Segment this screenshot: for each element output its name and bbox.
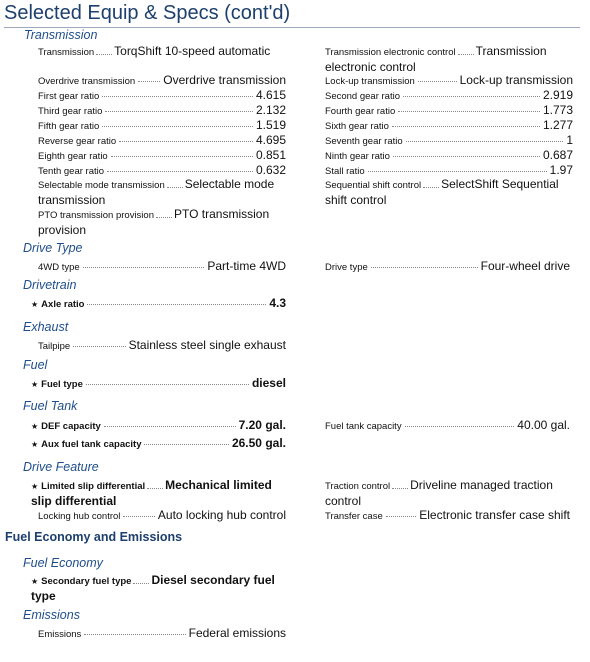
spec-label: Second gear ratio xyxy=(325,91,400,102)
spec-def-capacity xyxy=(31,418,286,432)
section-heading-transmission: Transmission xyxy=(24,28,98,42)
spec-value: Selectable mode transmission xyxy=(38,177,275,207)
spec-label: PTO transmission provision xyxy=(38,210,154,221)
spec-secondary-fuel-type xyxy=(31,573,289,603)
spec-label: Lock-up transmission xyxy=(325,76,415,87)
spec-label: Emissions xyxy=(38,629,82,640)
spec-gear-ratio xyxy=(38,163,286,177)
spec-value: Diesel secondary fuel type xyxy=(31,573,275,603)
spec-label: Selectable mode transmission xyxy=(38,180,165,191)
spec-value: Part-time 4WD xyxy=(207,259,286,273)
spec-label: Limited slip differential xyxy=(41,481,146,492)
spec-value: 0.851 xyxy=(255,148,286,162)
spec-gear-ratio xyxy=(325,103,573,117)
spec-value: TorqShift 10-speed automatic xyxy=(114,44,271,58)
spec-label: Ninth gear ratio xyxy=(325,151,390,162)
spec-gear-ratio xyxy=(38,148,286,162)
star-icon: ★ xyxy=(31,300,39,309)
spec-gear-ratio xyxy=(325,88,573,102)
spec-fuel-tank-capacity xyxy=(325,418,570,432)
spec-gear-ratio xyxy=(38,133,286,147)
section-heading-exhaust: Exhaust xyxy=(23,320,69,334)
spec-value: Overdrive transmission xyxy=(163,73,286,87)
spec-value: Four-wheel drive xyxy=(480,259,570,273)
spec-sequential-shift xyxy=(325,177,575,207)
star-icon: ★ xyxy=(31,422,39,431)
spec-value: SelectShift Sequential shift control xyxy=(325,177,559,207)
spec-value: Transmission electronic control xyxy=(325,44,547,74)
spec-label: Axle ratio xyxy=(41,299,85,310)
spec-aux-fuel-tank xyxy=(31,436,286,450)
spec-value: 1 xyxy=(566,133,573,147)
spec-value: 1.519 xyxy=(255,118,286,132)
spec-value: 1.97 xyxy=(549,163,573,177)
spec-label: First gear ratio xyxy=(38,91,100,102)
spec-selectable-mode xyxy=(38,177,290,207)
spec-gear-ratio xyxy=(325,148,573,162)
spec-label: Reverse gear ratio xyxy=(38,136,117,147)
spec-pto-provision xyxy=(38,207,290,237)
spec-label: Locking hub control xyxy=(38,511,121,522)
section-heading-drivetrain: Drivetrain xyxy=(23,278,77,292)
spec-label: Tenth gear ratio xyxy=(38,166,105,177)
spec-value: 4.615 xyxy=(255,88,286,102)
spec-value: 0.632 xyxy=(255,163,286,177)
section-heading-drive-type: Drive Type xyxy=(23,241,83,255)
spec-gear-ratio xyxy=(38,103,286,117)
spec-traction-control xyxy=(325,478,575,508)
spec-label: Drive type xyxy=(325,262,368,273)
spec-value: 2.919 xyxy=(542,88,573,102)
spec-value: 40.00 gal. xyxy=(517,418,570,432)
spec-value: Stainless steel single exhaust xyxy=(128,338,286,352)
spec-emissions xyxy=(38,626,286,640)
spec-label: Transmission electronic control xyxy=(325,47,456,58)
spec-gear-ratio xyxy=(325,118,573,132)
spec-value: 4.695 xyxy=(255,133,286,147)
spec-value: 1.277 xyxy=(542,118,573,132)
star-icon: ★ xyxy=(31,577,39,586)
spec-label: Traction control xyxy=(325,481,391,492)
spec-value: diesel xyxy=(251,376,286,390)
spec-fuel-type xyxy=(31,376,286,390)
section-heading-drive-feature: Drive Feature xyxy=(23,460,99,474)
spec-value: PTO transmission provision xyxy=(38,207,270,237)
star-icon: ★ xyxy=(31,482,39,491)
spec-label: Sequential shift control xyxy=(325,180,422,191)
spec-label: Fourth gear ratio xyxy=(325,106,396,117)
section-heading-fuel-economy-emissions: Fuel Economy and Emissions xyxy=(5,530,183,544)
section-heading-emissions: Emissions xyxy=(23,608,80,622)
spec-label: Seventh gear ratio xyxy=(325,136,403,147)
spec-transmission xyxy=(38,44,290,60)
spec-lockup xyxy=(325,73,573,87)
section-heading-fuel-economy: Fuel Economy xyxy=(23,556,103,570)
spec-label: Fuel type xyxy=(41,379,83,390)
spec-label: 4WD type xyxy=(38,262,80,273)
spec-label: Aux fuel tank capacity xyxy=(41,439,142,450)
spec-transfer-case xyxy=(325,508,570,522)
spec-locking-hub xyxy=(38,508,286,522)
spec-label: Fifth gear ratio xyxy=(38,121,100,132)
spec-label: DEF capacity xyxy=(41,421,101,432)
spec-label: Transfer case xyxy=(325,511,383,522)
spec-tailpipe xyxy=(38,338,286,352)
spec-value: Lock-up transmission xyxy=(459,73,573,87)
section-heading-fuel-tank: Fuel Tank xyxy=(23,399,78,413)
spec-value: 0.687 xyxy=(542,148,573,162)
spec-drive-type xyxy=(325,259,570,273)
spec-gear-ratio xyxy=(325,133,573,147)
spec-limited-slip xyxy=(31,478,289,508)
spec-axle-ratio xyxy=(31,296,286,310)
spec-4wd-type xyxy=(38,259,286,273)
spec-value: Electronic transfer case shift xyxy=(419,508,570,522)
star-icon: ★ xyxy=(31,440,39,449)
spec-value: 4.3 xyxy=(269,296,286,310)
spec-label: Stall ratio xyxy=(325,166,365,177)
spec-label: Fuel tank capacity xyxy=(325,421,402,432)
spec-value: 7.20 gal. xyxy=(238,418,286,432)
spec-value: Driveline managed traction control xyxy=(325,478,553,508)
spec-value: Federal emissions xyxy=(188,626,286,640)
spec-value: 1.773 xyxy=(542,103,573,117)
spec-label: Overdrive transmission xyxy=(38,76,136,87)
spec-overdrive xyxy=(38,73,286,87)
star-icon: ★ xyxy=(31,380,39,389)
spec-value: Auto locking hub control xyxy=(157,508,286,522)
section-heading-fuel: Fuel xyxy=(23,358,48,372)
spec-label: Secondary fuel type xyxy=(41,576,132,587)
spec-label: Transmission xyxy=(38,47,95,58)
spec-value: 26.50 gal. xyxy=(231,436,286,450)
spec-gear-ratio xyxy=(38,118,286,132)
page-title: Selected Equip & Specs (cont'd) xyxy=(4,2,291,24)
spec-label: Tailpipe xyxy=(38,341,71,352)
spec-value: Mechanical limited slip differential xyxy=(31,478,272,508)
spec-gear-ratio xyxy=(325,163,573,177)
spec-label: Eighth gear ratio xyxy=(38,151,108,162)
spec-gear-ratio xyxy=(38,88,286,102)
spec-value: 2.132 xyxy=(255,103,286,117)
spec-label: Third gear ratio xyxy=(38,106,103,117)
spec-label: Sixth gear ratio xyxy=(325,121,389,132)
spec-transmission-electronic-control xyxy=(325,44,573,74)
